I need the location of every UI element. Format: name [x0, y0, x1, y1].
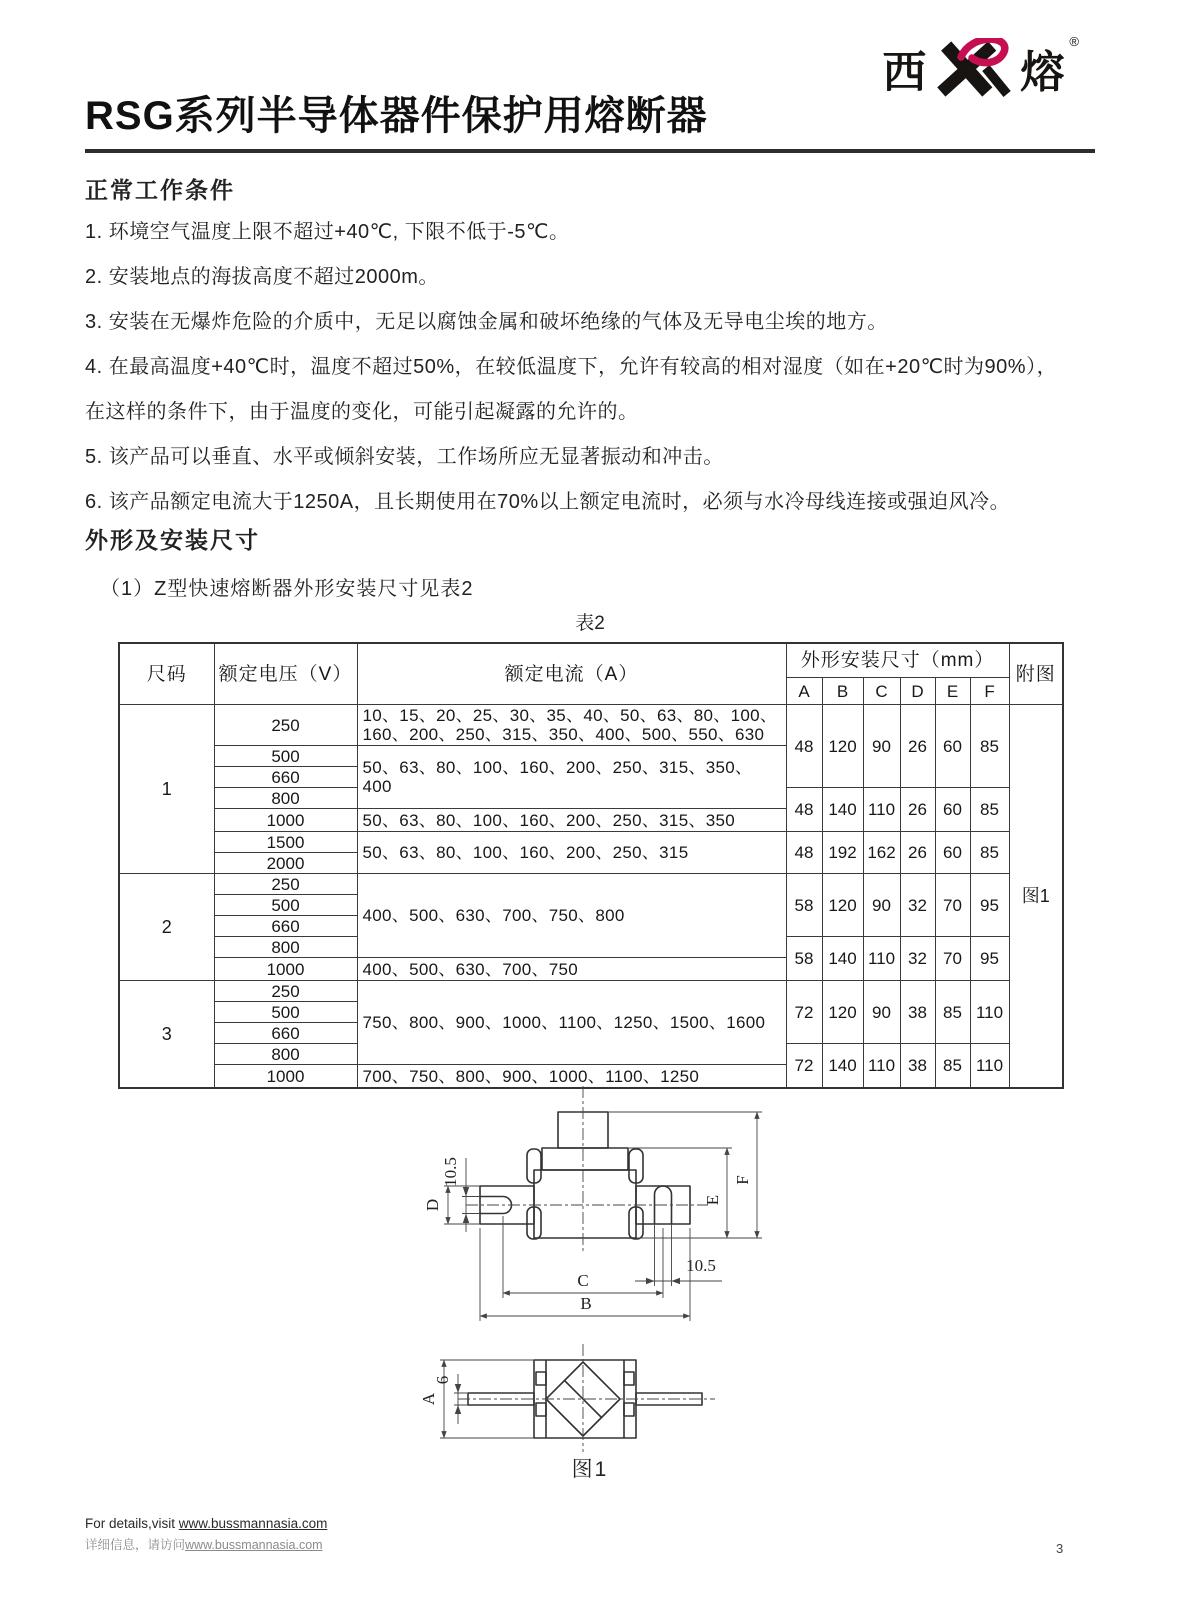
- size-cell: 1: [119, 705, 214, 874]
- figure-caption: 图1: [571, 1458, 609, 1481]
- col-header-figure: 附图: [1009, 643, 1063, 705]
- table-cell: 660: [214, 916, 357, 937]
- top-cap: [542, 1148, 628, 1170]
- table-cell: 660: [214, 1023, 357, 1044]
- page-title: RSG系列半导体器件保护用熔断器: [85, 94, 708, 138]
- table-cell: 110: [863, 937, 900, 981]
- table-row: [119, 832, 1063, 853]
- table-cell: 85: [970, 788, 1009, 832]
- section-heading-dimensions: 外形及安装尺寸: [85, 527, 260, 553]
- table-cell: 90: [863, 705, 900, 788]
- dimension-label-slot-left: 10.5: [441, 1157, 460, 1187]
- condition-item: 6. 该产品额定电流大于1250A，且长期使用在70%以上额定电流时，必须与水冷母线连接或强迫风冷。: [85, 491, 1011, 513]
- logo-char-right: 熔: [1020, 48, 1065, 97]
- table-cell: 90: [863, 981, 900, 1044]
- table-cell: 700、750、800、900、1000、1100、1250: [357, 1065, 786, 1089]
- table-cell: 32: [900, 874, 935, 937]
- condition-item: 5. 该产品可以垂直、水平或倾斜安装，工作场所应无显著振动和冲击。: [85, 446, 724, 468]
- col-header-current: 额定电流（A）: [357, 643, 786, 705]
- table-row: [119, 981, 1063, 1002]
- table-cell: 26: [900, 705, 935, 788]
- table-cell: 750、800、900、1000、1100、1250、1500、1600: [357, 981, 786, 1065]
- table-cell: 250: [214, 705, 357, 746]
- dim-col-d: D: [900, 678, 935, 705]
- condition-item: 在这样的条件下，由于温度的变化，可能引起凝露的允许的。: [85, 401, 639, 423]
- table-cell: 2000: [214, 853, 357, 874]
- table-cell: 85: [970, 705, 1009, 788]
- dimension-label-b: B: [580, 1294, 592, 1313]
- table-cell: 400、500、630、700、750、800: [357, 874, 786, 958]
- condition-item: 2. 安装地点的海拔高度不超过2000m。: [85, 266, 439, 288]
- table-cell: 48: [786, 788, 822, 832]
- page-number: 3: [1056, 1541, 1064, 1556]
- table-cell: 50、63、80、100、160、200、250、315、350、400: [357, 746, 786, 809]
- dimension-label-f: F: [733, 1175, 752, 1185]
- footer-cn-link[interactable]: www.bussmannasia.com: [185, 1538, 323, 1552]
- fuse-front-view: [423, 1086, 762, 1321]
- table-cell: 140: [822, 788, 863, 832]
- spec-table: [118, 642, 1064, 1089]
- table-cell: 38: [900, 1044, 935, 1089]
- dim-col-c: C: [863, 678, 900, 705]
- table-cell: 162: [863, 832, 900, 874]
- condition-item: 1. 环境空气温度上限不超过+40℃, 下限不低于-5℃。: [85, 221, 570, 243]
- table-cell: 110: [970, 1044, 1009, 1089]
- footer-en-prefix: For details,visit: [85, 1516, 179, 1531]
- table-cell: 500: [214, 1002, 357, 1023]
- conditions-list: [85, 210, 1095, 525]
- table-cell: 800: [214, 1044, 357, 1065]
- table-cell: 1500: [214, 832, 357, 853]
- spec-table-body: [119, 705, 1063, 1089]
- table-cell: 60: [935, 705, 970, 788]
- table-cell: 32: [900, 937, 935, 981]
- table-cell: 38: [900, 981, 935, 1044]
- table-cell: 95: [970, 874, 1009, 937]
- table-cell: 50、63、80、100、160、200、250、315: [357, 832, 786, 874]
- fuse-side-view: [419, 1344, 715, 1452]
- table-cell: 660: [214, 767, 357, 788]
- spec-table-wrap: [118, 642, 1064, 1089]
- table-cell: 250: [214, 981, 357, 1002]
- table-cell: 1000: [214, 958, 357, 981]
- table-caption: 表2: [575, 613, 605, 634]
- table-cell: 500: [214, 895, 357, 916]
- table-cell: 800: [214, 788, 357, 809]
- table-cell: 140: [822, 937, 863, 981]
- dim-col-b: B: [822, 678, 863, 705]
- table-cell: 110: [863, 1044, 900, 1089]
- footer-line-en: [85, 1516, 327, 1531]
- table-cell: 58: [786, 937, 822, 981]
- footer-cn-prefix: 详细信息，请访问: [85, 1538, 186, 1552]
- logo-char-left: 西: [882, 48, 927, 97]
- table-cell: 72: [786, 981, 822, 1044]
- table-cell: 1000: [214, 1065, 357, 1089]
- table-cell: 58: [786, 874, 822, 937]
- table-cell: 50、63、80、100、160、200、250、315、350: [357, 809, 786, 832]
- table-cell: 60: [935, 788, 970, 832]
- dimension-label-slot-right: 10.5: [686, 1256, 716, 1275]
- dimension-label-e: E: [703, 1194, 722, 1206]
- table-cell: 192: [822, 832, 863, 874]
- table-row: [119, 705, 1063, 746]
- table-cell: 60: [935, 832, 970, 874]
- table-cell: 110: [970, 981, 1009, 1044]
- dim-col-e: E: [935, 678, 970, 705]
- table-cell: 1000: [214, 809, 357, 832]
- condition-item: 3. 安装在无爆炸危险的介质中，无足以腐蚀金属和破坏绝缘的气体及无导电尘埃的地方。: [85, 311, 888, 333]
- condition-item: 4. 在最高温度+40℃时，温度不超过50%，在较低温度下，允许有较高的相对湿度（如在+20℃时为90%），: [85, 356, 1058, 378]
- size-cell: 2: [119, 874, 214, 981]
- table-cell: 48: [786, 832, 822, 874]
- dim-col-a: A: [786, 678, 822, 705]
- table-cell: 72: [786, 1044, 822, 1089]
- col-header-size: 尺码: [119, 643, 214, 705]
- table-cell: 400、500、630、700、750: [357, 958, 786, 981]
- table-cell: 85: [970, 832, 1009, 874]
- table-cell: 85: [935, 981, 970, 1044]
- table-cell: 800: [214, 937, 357, 958]
- registered-mark: ®: [1069, 34, 1079, 49]
- section-heading-conditions: 正常工作条件: [85, 177, 235, 203]
- table-cell: 70: [935, 874, 970, 937]
- title-divider: [85, 149, 1095, 153]
- dimensions-note: （1）Z型快速熔断器外形安装尺寸见表2: [100, 578, 474, 600]
- brand-logo: [882, 36, 1079, 100]
- dimension-label-d: D: [423, 1198, 442, 1212]
- table-cell: 26: [900, 788, 935, 832]
- footer-line-cn: [85, 1535, 323, 1553]
- table-cell: 250: [214, 874, 357, 895]
- col-header-dims: 外形安装尺寸（mm）: [786, 643, 1009, 678]
- table-cell: 500: [214, 746, 357, 767]
- figure-ref-cell: 图1: [1009, 705, 1063, 1089]
- table-cell: 140: [822, 1044, 863, 1089]
- table-cell: 26: [900, 832, 935, 874]
- col-header-voltage: 额定电压（V）: [214, 643, 357, 705]
- dimension-label-a: A: [419, 1392, 438, 1406]
- table-cell: 95: [970, 937, 1009, 981]
- footer-en-link[interactable]: www.bussmannasia.com: [178, 1516, 328, 1531]
- dim-col-f: F: [970, 678, 1009, 705]
- dimension-label-six: 6: [433, 1375, 452, 1385]
- table-cell: 10、15、20、25、30、35、40、50、63、80、100、160、200、250、315、350、400、500、550、630: [357, 705, 786, 746]
- table-cell: 48: [786, 705, 822, 788]
- table-cell: 120: [822, 981, 863, 1044]
- table-cell: 110: [863, 788, 900, 832]
- dimension-label-c: C: [577, 1271, 589, 1290]
- logo-xr-mark-icon: [931, 38, 1015, 98]
- table-cell: 90: [863, 874, 900, 937]
- table-cell: 120: [822, 705, 863, 788]
- table-cell: 120: [822, 874, 863, 937]
- table-cell: 85: [935, 1044, 970, 1089]
- table-row: [119, 874, 1063, 895]
- size-cell: 3: [119, 981, 214, 1089]
- table-cell: 70: [935, 937, 970, 981]
- fuse-technical-drawing: [370, 1080, 775, 1458]
- fuse-body: [534, 1170, 636, 1238]
